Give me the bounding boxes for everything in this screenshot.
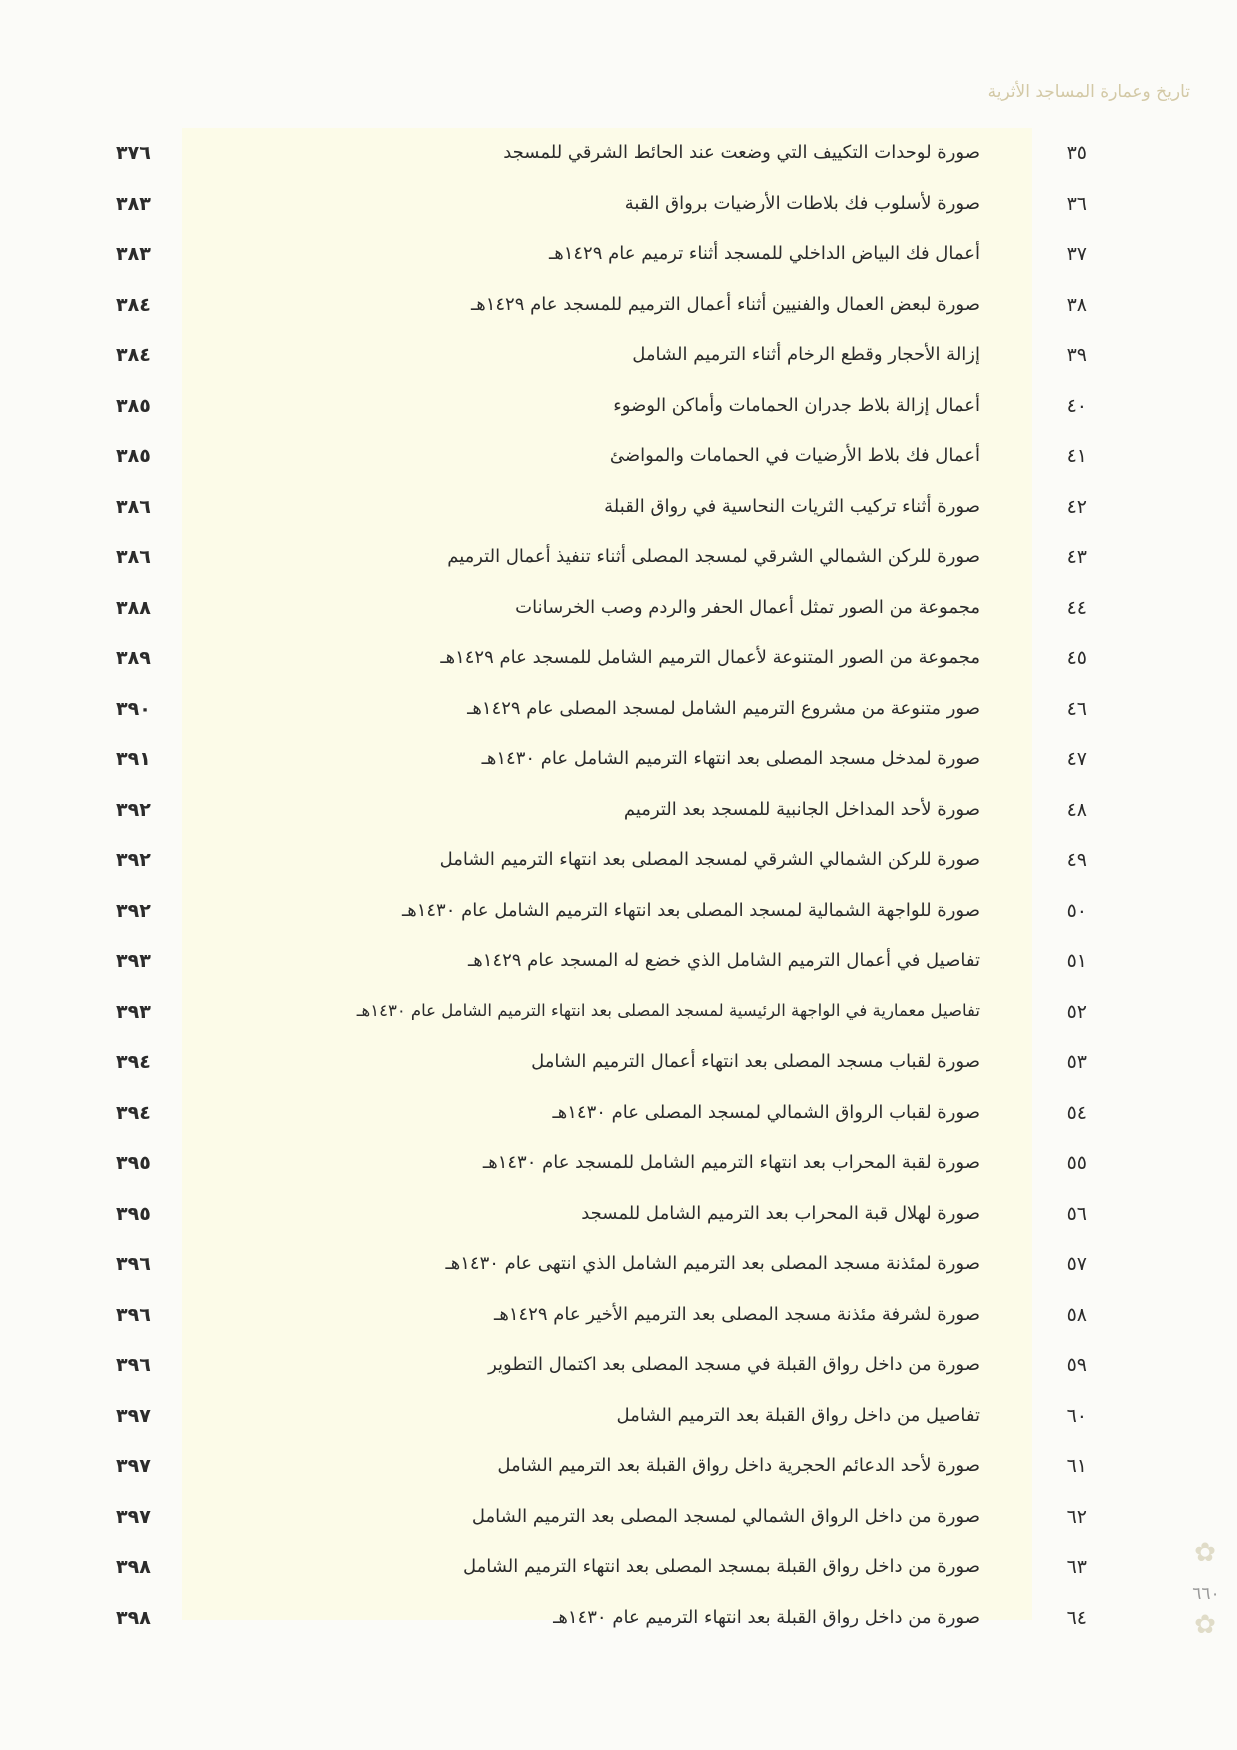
figure-page-ref: ٣٩٥ bbox=[116, 1152, 151, 1174]
figure-page-ref: ٣٨٣ bbox=[116, 192, 151, 215]
table-row bbox=[0, 1037, 1237, 1088]
table-row bbox=[0, 1340, 1237, 1391]
figure-page-ref: ٣٨٤ bbox=[116, 293, 151, 316]
list-of-figures-table bbox=[0, 128, 1237, 1643]
table-row bbox=[0, 1542, 1237, 1593]
figure-page-ref: ٣٩٤ bbox=[116, 1101, 151, 1124]
table-row bbox=[0, 1391, 1237, 1442]
figure-number: ٥٦ bbox=[1066, 1202, 1087, 1225]
figure-number: ٥١ bbox=[1066, 950, 1087, 972]
table-row bbox=[0, 229, 1237, 280]
figure-title: صورة من داخل رواق القبلة بعد انتهاء الترميم عام ١٤٣٠هـ bbox=[553, 1606, 980, 1628]
figure-number: ٦٢ bbox=[1066, 1505, 1087, 1528]
figure-number: ٣٩ bbox=[1066, 344, 1087, 366]
figure-page-ref: ٣٩٥ bbox=[116, 1202, 151, 1225]
figure-number: ٥٩ bbox=[1066, 1354, 1087, 1376]
table-row bbox=[0, 381, 1237, 432]
figure-number: ٦٠ bbox=[1066, 1404, 1087, 1427]
figure-number: ٥٥ bbox=[1066, 1152, 1087, 1174]
figure-number: ٥٤ bbox=[1066, 1101, 1087, 1124]
figure-title: مجموعة من الصور تمثل أعمال الحفر والردم وصب الخرسانات bbox=[515, 596, 980, 618]
figure-page-ref: ٣٩٢ bbox=[116, 849, 151, 871]
figure-page-ref: ٣٩٧ bbox=[116, 1455, 151, 1477]
table-row bbox=[0, 1088, 1237, 1139]
table-row bbox=[0, 1593, 1237, 1644]
figure-page-ref: ٣٨٦ bbox=[116, 495, 151, 518]
figure-number: ٤٥ bbox=[1066, 647, 1087, 669]
figure-title: صورة للركن الشمالي الشرقي لمسجد المصلى بعد انتهاء الترميم الشامل bbox=[439, 849, 980, 870]
figure-title: صورة لهلال قبة المحراب بعد الترميم الشامل للمسجد bbox=[581, 1202, 980, 1224]
figure-number: ٣٦ bbox=[1066, 192, 1087, 215]
table-row bbox=[0, 280, 1237, 331]
figure-page-ref: ٣٩٦ bbox=[116, 1253, 151, 1275]
figure-title: أعمال فك بلاط الأرضيات في الحمامات والمواضئ bbox=[609, 445, 980, 466]
figure-title: صورة لشرفة مئذنة مسجد المصلى بعد الترميم الأخير عام ١٤٢٩هـ bbox=[494, 1303, 980, 1325]
table-row bbox=[0, 987, 1237, 1038]
figure-title: مجموعة من الصور المتنوعة لأعمال الترميم الشامل للمسجد عام ١٤٢٩هـ bbox=[440, 647, 980, 668]
table-row bbox=[0, 128, 1237, 179]
figure-title: أعمال إزالة بلاط جدران الحمامات وأماكن الوضوء bbox=[613, 394, 980, 416]
figure-title: صورة من داخل رواق القبلة في مسجد المصلى بعد اكتمال التطوير bbox=[488, 1354, 980, 1375]
figure-number: ٣٧ bbox=[1066, 243, 1087, 265]
figure-page-ref: ٣٧٦ bbox=[116, 142, 151, 164]
figure-number: ٥٠ bbox=[1066, 899, 1087, 922]
figure-page-ref: ٣٩٠ bbox=[116, 697, 151, 720]
figure-page-ref: ٣٩٨ bbox=[116, 1556, 151, 1578]
figure-title: تفاصيل في أعمال الترميم الشامل الذي خضع له المسجد عام ١٤٢٩هـ bbox=[468, 950, 980, 971]
table-row bbox=[0, 431, 1237, 482]
figure-title: صورة لأسلوب فك بلاطات الأرضيات برواق القبة bbox=[624, 192, 980, 214]
figure-title: صورة أثناء تركيب الثريات النحاسية في رواق القبلة bbox=[604, 495, 980, 517]
figure-title: تفاصيل من داخل رواق القبلة بعد الترميم الشامل bbox=[616, 1404, 980, 1426]
figure-number: ٤٤ bbox=[1066, 596, 1087, 619]
figure-page-ref: ٣٨٣ bbox=[116, 243, 151, 265]
figure-title: صورة من داخل الرواق الشمالي لمسجد المصلى بعد الترميم الشامل bbox=[471, 1505, 980, 1527]
table-row bbox=[0, 1239, 1237, 1290]
page-number: ٦٦٠ bbox=[1192, 1584, 1220, 1604]
table-row bbox=[0, 684, 1237, 735]
figure-number: ٦٣ bbox=[1066, 1556, 1087, 1578]
figure-title: صورة لمدخل مسجد المصلى بعد انتهاء الترميم الشامل عام ١٤٣٠هـ bbox=[481, 748, 980, 769]
table-row bbox=[0, 179, 1237, 230]
figure-title: صورة لقباب الرواق الشمالي لمسجد المصلى عام ١٤٣٠هـ bbox=[552, 1101, 980, 1123]
table-row bbox=[0, 1492, 1237, 1543]
figure-title: صورة لبعض العمال والفنيين أثناء أعمال الترميم للمسجد عام ١٤٢٩هـ bbox=[470, 293, 980, 315]
figure-number: ٤٩ bbox=[1066, 849, 1087, 871]
figure-number: ٤٠ bbox=[1066, 394, 1087, 417]
figure-title: إزالة الأحجار وقطع الرخام أثناء الترميم الشامل bbox=[632, 344, 980, 365]
figure-number: ٤٨ bbox=[1066, 798, 1087, 821]
figure-page-ref: ٣٩٧ bbox=[116, 1404, 151, 1427]
figure-number: ٤٣ bbox=[1066, 546, 1087, 568]
figure-number: ٤٦ bbox=[1066, 697, 1087, 720]
figure-page-ref: ٣٩٦ bbox=[116, 1354, 151, 1376]
figure-page-ref: ٣٨٩ bbox=[116, 647, 151, 669]
figure-number: ٤٧ bbox=[1066, 748, 1087, 770]
figure-number: ٥٨ bbox=[1066, 1303, 1087, 1326]
figure-title: صورة لمئذنة مسجد المصلى بعد الترميم الشامل الذي انتهى عام ١٤٣٠هـ bbox=[445, 1253, 980, 1274]
figure-page-ref: ٣٩٣ bbox=[116, 1000, 151, 1023]
floral-ornament-icon: ✿ bbox=[1194, 1610, 1216, 1640]
figure-page-ref: ٣٩٢ bbox=[116, 899, 151, 922]
table-row bbox=[0, 633, 1237, 684]
table-row bbox=[0, 785, 1237, 836]
figure-title: صورة لقباب مسجد المصلى بعد انتهاء أعمال الترميم الشامل bbox=[531, 1051, 980, 1072]
table-row bbox=[0, 532, 1237, 583]
figure-page-ref: ٣٨٤ bbox=[116, 344, 151, 366]
figure-page-ref: ٣٩١ bbox=[116, 748, 151, 770]
figure-page-ref: ٣٩٦ bbox=[116, 1303, 151, 1326]
figure-number: ٤١ bbox=[1066, 445, 1087, 467]
figure-title: صورة لوحدات التكييف التي وضعت عند الحائط الشرقي للمسجد bbox=[503, 142, 980, 163]
table-row bbox=[0, 835, 1237, 886]
figure-title: تفاصيل معمارية في الواجهة الرئيسية لمسجد المصلى بعد انتهاء الترميم الشامل عام ١٤٣٠هـ bbox=[356, 1000, 980, 1020]
table-row bbox=[0, 1441, 1237, 1492]
figure-title: صورة للركن الشمالي الشرقي لمسجد المصلى أثناء تنفيذ أعمال الترميم bbox=[447, 546, 980, 567]
figure-number: ٣٥ bbox=[1066, 142, 1087, 164]
figure-title: أعمال فك البياض الداخلي للمسجد أثناء ترميم عام ١٤٢٩هـ bbox=[548, 243, 980, 264]
table-row bbox=[0, 936, 1237, 987]
table-row bbox=[0, 482, 1237, 533]
figure-number: ٦٤ bbox=[1066, 1606, 1087, 1629]
figure-title: صورة من داخل رواق القبلة بمسجد المصلى بعد انتهاء الترميم الشامل bbox=[462, 1556, 980, 1577]
figure-number: ٤٢ bbox=[1066, 495, 1087, 518]
table-row bbox=[0, 886, 1237, 937]
figure-title: صورة لأحد الدعائم الحجرية داخل رواق القبلة بعد الترميم الشامل bbox=[497, 1455, 980, 1476]
table-row bbox=[0, 1138, 1237, 1189]
figure-title: صورة للواجهة الشمالية لمسجد المصلى بعد انتهاء الترميم الشامل عام ١٤٣٠هـ bbox=[401, 899, 980, 921]
figure-number: ٥٢ bbox=[1066, 1000, 1087, 1023]
figure-page-ref: ٣٨٥ bbox=[116, 394, 151, 417]
figure-title: صورة لقبة المحراب بعد انتهاء الترميم الشامل للمسجد عام ١٤٣٠هـ bbox=[482, 1152, 980, 1173]
table-row bbox=[0, 1290, 1237, 1341]
table-row bbox=[0, 583, 1237, 634]
figure-page-ref: ٣٨٦ bbox=[116, 546, 151, 568]
figure-number: ٥٣ bbox=[1066, 1051, 1087, 1073]
figure-number: ٣٨ bbox=[1066, 293, 1087, 316]
table-row bbox=[0, 1189, 1237, 1240]
table-row bbox=[0, 734, 1237, 785]
figure-page-ref: ٣٨٥ bbox=[116, 445, 151, 467]
figure-number: ٥٧ bbox=[1066, 1253, 1087, 1275]
figure-page-ref: ٣٩٣ bbox=[116, 950, 151, 972]
figure-page-ref: ٣٩٧ bbox=[116, 1505, 151, 1528]
figure-page-ref: ٣٩٢ bbox=[116, 798, 151, 821]
figure-page-ref: ٣٩٨ bbox=[116, 1606, 151, 1629]
figure-title: صور متنوعة من مشروع الترميم الشامل لمسجد المصلى عام ١٤٢٩هـ bbox=[467, 697, 980, 719]
figure-title: صورة لأحد المداخل الجانبية للمسجد بعد الترميم bbox=[623, 798, 980, 820]
floral-ornament-icon: ✿ bbox=[1194, 1538, 1216, 1568]
table-row bbox=[0, 330, 1237, 381]
running-header: تاريخ وعمارة المساجد الأثرية bbox=[987, 82, 1190, 102]
figure-number: ٦١ bbox=[1066, 1455, 1087, 1477]
figure-page-ref: ٣٨٨ bbox=[116, 596, 151, 619]
figure-page-ref: ٣٩٤ bbox=[116, 1051, 151, 1073]
